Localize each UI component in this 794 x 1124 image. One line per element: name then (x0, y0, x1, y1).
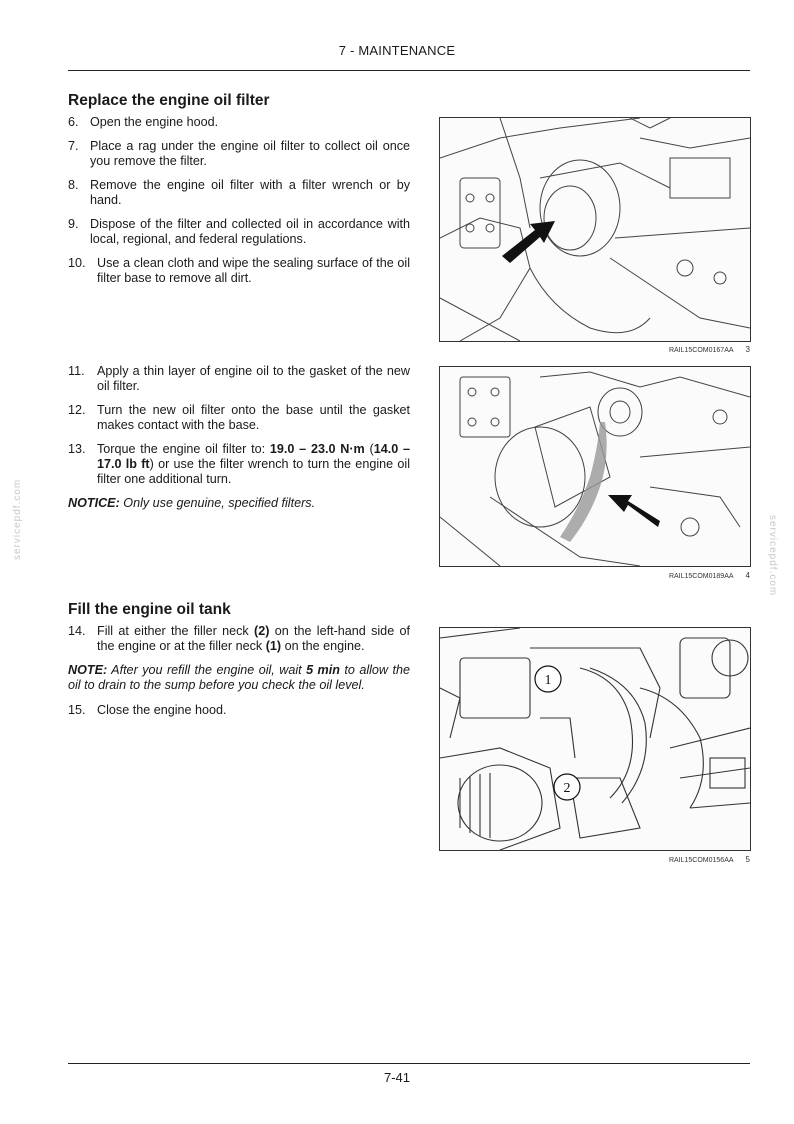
step-7 (68, 139, 410, 169)
notice-label: NOTICE: (68, 496, 120, 510)
step-number: 15. (68, 703, 86, 717)
callout-1 (535, 666, 561, 692)
step-15 (68, 703, 410, 718)
step-text: Apply a thin layer of engine oil to the gasket of the new oil filter. (97, 364, 410, 393)
step-10 (68, 256, 410, 286)
note-label: NOTE: (68, 663, 108, 677)
step-6 (68, 115, 410, 130)
page-header: 7 - MAINTENANCE (338, 43, 456, 58)
section-title-replace-filter: Replace the engine oil filter (68, 92, 270, 109)
arrow-icon (608, 495, 660, 527)
figure-number: 3 (745, 345, 750, 354)
step-11 (68, 364, 410, 394)
step-text: Close the engine hood. (97, 703, 227, 717)
step-text: Use a clean cloth and wipe the sealing surface of the oil filter base to remove all dirt. (97, 256, 410, 285)
step-13 (68, 442, 410, 487)
header-rule (68, 70, 750, 71)
footer-rule (68, 1063, 750, 1064)
step-number: 14. (68, 624, 86, 638)
callout-2 (554, 774, 580, 800)
watermark-left: servicepdf.com (12, 478, 23, 560)
step-number: 6. (68, 115, 79, 129)
section-title-fill-tank: Fill the engine oil tank (68, 601, 231, 618)
step-number: 12. (68, 403, 86, 417)
step-14 (68, 624, 410, 654)
note-text: NOTE: After you refill the engine oil, wait 5 min to allow the oil to drain to the sump before you check the oil level. (68, 663, 410, 692)
step-text: Fill at either the filler neck (2) on the left-hand side of the engine or at the filler neck (1) on the engine. (97, 624, 410, 653)
step-number: 11. (68, 364, 85, 378)
notice-text: NOTICE: Only use genuine, specified filters. (68, 496, 316, 510)
steps-column-2 (68, 364, 410, 521)
step-text: Open the engine hood. (90, 115, 219, 129)
watermark-right: servicepdf.com (767, 515, 778, 597)
figure-5 (439, 627, 751, 851)
step-text: Place a rag under the engine oil filter to collect oil once you remove the filter. (90, 139, 410, 168)
callout-label: 2 (563, 781, 571, 796)
figure-4 (439, 366, 751, 567)
step-8 (68, 178, 410, 208)
page-number: 7-41 (383, 1070, 411, 1085)
step-text: Dispose of the filter and collected oil in accordance with local, regional, and federal regulations. (90, 217, 410, 246)
steps-column-1 (68, 115, 410, 295)
figure-code: RAIL15COM0167AA (668, 347, 734, 354)
figure-number: 5 (745, 855, 750, 864)
step-text: Turn the new oil filter onto the base until the gasket makes contact with the base. (97, 403, 410, 432)
step-number: 9. (68, 217, 79, 231)
figure-code: RAIL15COM0156AA (668, 857, 734, 864)
step-number: 7. (68, 139, 79, 153)
figure-3-caption (560, 345, 750, 354)
step-number: 8. (68, 178, 79, 192)
arrow-icon (502, 221, 555, 263)
oil-filter-install-illustration (440, 367, 750, 566)
oil-filter-removal-illustration (440, 118, 750, 341)
figure-4-caption (560, 571, 750, 580)
steps-column-3 (68, 624, 410, 727)
callout-label: 1 (544, 673, 552, 688)
figure-number: 4 (745, 571, 750, 580)
step-text: Remove the engine oil filter with a filter wrench or by hand. (90, 178, 410, 207)
step-12 (68, 403, 410, 433)
figure-3 (439, 117, 751, 342)
figure-5-caption (560, 855, 750, 864)
step-number: 13. (68, 442, 86, 456)
figure-code: RAIL15COM0189AA (668, 573, 734, 580)
step-9 (68, 217, 410, 247)
engine-filler-neck-illustration (440, 628, 750, 850)
step-number: 10. (68, 256, 86, 270)
step-text: Torque the engine oil filter to: 19.0 – 23.0 N·m (14.0 – 17.0 lb ft) or use the filter wrench to turn the engine oil filter one additional turn. (97, 442, 411, 486)
